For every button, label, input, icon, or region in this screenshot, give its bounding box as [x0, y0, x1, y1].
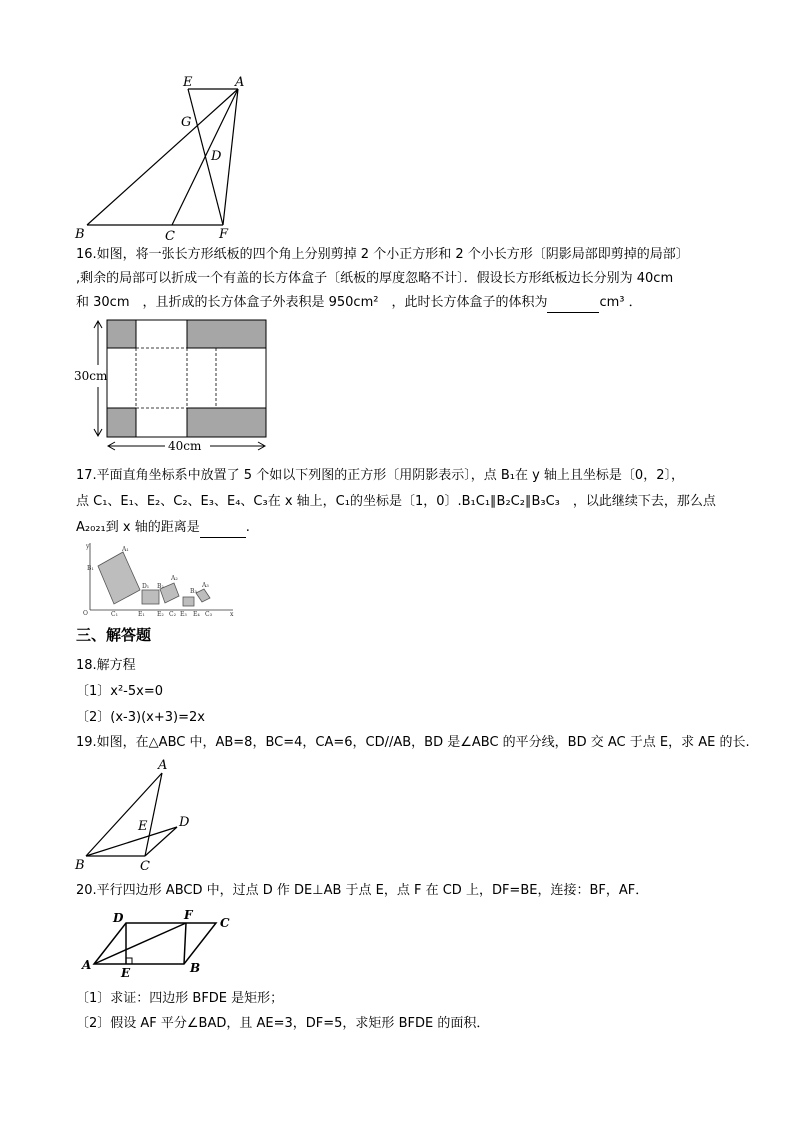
label-A: A [158, 758, 168, 773]
label-E: E [138, 819, 148, 834]
label-D: D [179, 815, 190, 830]
fig17-label-C1: C₁ [111, 611, 118, 618]
q17-answer-blank [200, 519, 246, 538]
fig16-height-label: 30cm [74, 369, 108, 383]
fig17-label-E1: E₁ [138, 611, 145, 618]
q20-part1: 〔1〕求证：四边形 BFDE 是矩形； [76, 991, 284, 1006]
fig17-label-C3: C₃ [205, 611, 212, 618]
q16-line3 [76, 294, 642, 313]
q19-text: 19.如图，在△ABC 中，AB=8，BC=4，CA=6，CD//AB，BD 是∠ABC 的平分线，BD 交 AC 于点 E，求 AE 的长. [76, 735, 750, 750]
label-A: A [235, 75, 245, 90]
label-B: B [75, 858, 85, 873]
fig20-parallelogram-diagram [80, 905, 240, 983]
q16-line3-text: 和 30cm ，且折成的长方体盒子外表积是 950cm² ，此时长方体盒子的体积为 [76, 295, 548, 310]
label-F: F [219, 227, 229, 242]
label-B: B [75, 227, 85, 242]
q18-part1: 〔1〕x²-5x=0 [76, 684, 163, 699]
label-F: F [184, 908, 193, 922]
fig17-label-A2: A₂ [171, 575, 178, 582]
label-D: D [113, 911, 124, 925]
fig17-label-E3: E₃ [180, 611, 187, 618]
q17-line3-end: . [245, 520, 250, 535]
q18-part2: 〔2〕(x-3)(x+3)=2x [76, 710, 205, 725]
q17-line2: 点 C₁、E₁、E₂、C₂、E₃、E₄、C₃在 x 轴上，C₁的坐标是〔1，0〕.B₁C₁∥B₂C₂∥B₃C₃ ，以此继续下去，那么点 [76, 494, 716, 509]
q16-line2: ,剩余的局部可以折成一个有盖的长方体盒子〔纸板的厚度忽略不计〕．假设长方形纸板边长分别为 40cm [76, 271, 674, 286]
label-C: C [220, 916, 230, 930]
q20-part2: 〔2〕假设 AF 平分∠BAD，且 AE=3，DF=5，求矩形 BFDE 的面积． [76, 1016, 490, 1031]
fig17-label-B2: B₂ [157, 583, 164, 590]
q17-line1: 17.平面直角坐标系中放置了 5 个如以下列图的正方形〔用阴影表示〕，点 B₁在 y 轴上且坐标是〔0，2〕， [76, 468, 684, 483]
q17-line3-text: A₂₀₂₁到 x 轴的距离是 [76, 520, 200, 535]
label-E: E [183, 75, 193, 90]
q16-line3-unit: cm³ ． [599, 295, 642, 310]
fig17-label-y: y [86, 543, 90, 550]
q18-title: 18.解方程 [76, 658, 136, 673]
fig17-label-x: x [230, 611, 234, 618]
q16-answer-blank [547, 294, 599, 313]
label-C: C [165, 229, 175, 244]
fig19-triangle-diagram [70, 755, 210, 875]
q20-text: 20.平行四边形 ABCD 中，过点 D 作 DE⊥AB 于点 E，点 F 在 CD 上，DF=BE，连接：BF，AF． [76, 883, 649, 898]
fig15-triangle-diagram [70, 72, 260, 244]
fig17-label-D1: D₁ [142, 583, 150, 590]
q17-line3 [76, 519, 250, 538]
fig17-label-E2: E₂ [157, 611, 164, 618]
fig17-label-A1: A₁ [122, 546, 129, 553]
fig16-width-label: 40cm [168, 439, 202, 453]
label-G: G [181, 115, 192, 130]
fig17-label-B1: B₁ [87, 565, 94, 572]
label-B: B [190, 961, 201, 975]
fig17-label-C2: C₂ [169, 611, 176, 618]
fig17-label-E4: E₄ [193, 611, 200, 618]
fig17-label-B3: B₃ [190, 588, 197, 595]
label-A: A [82, 958, 92, 972]
label-E: E [121, 966, 131, 980]
fig16-cardboard-diagram [70, 315, 280, 457]
q16-line1: 16.如图，将一张长方形纸板的四个角上分别剪掉 2 个小正方形和 2 个小长方形〔阴影局部即剪掉的局部〕 [76, 247, 689, 262]
section-title: 三、解答题 [76, 626, 152, 644]
label-C: C [140, 859, 150, 874]
fig17-squares-diagram [78, 540, 238, 618]
label-D: D [211, 149, 222, 164]
fig17-label-A3: A₃ [202, 582, 209, 589]
fig17-label-O: O [83, 610, 88, 617]
